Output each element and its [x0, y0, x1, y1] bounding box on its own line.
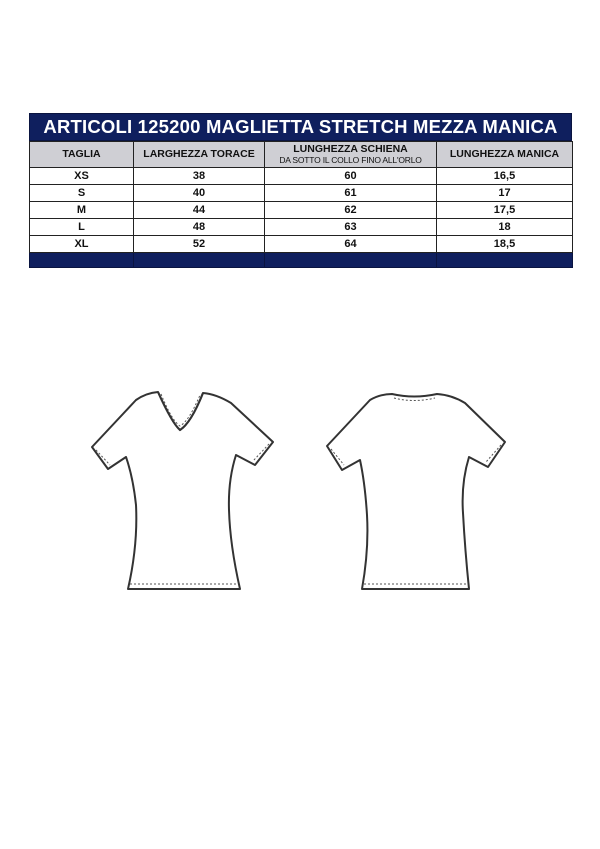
cell-size: XL [30, 236, 134, 253]
cell-back: 61 [265, 185, 437, 202]
cell-sleeve: 18 [437, 219, 573, 236]
tshirt-back-icon [322, 385, 512, 595]
table-row [30, 236, 573, 253]
table-row [30, 185, 573, 202]
cell-size: S [30, 185, 134, 202]
header-size: TAGLIA [30, 142, 134, 168]
cell-size: XS [30, 168, 134, 185]
table-row [30, 202, 573, 219]
cell-chest: 44 [134, 202, 265, 219]
cell-size: L [30, 219, 134, 236]
cell-sleeve: 17,5 [437, 202, 573, 219]
header-back-note: DA SOTTO IL COLLO FINO ALL'ORLO [279, 154, 422, 165]
table-header-row [30, 142, 573, 168]
size-chart [29, 113, 572, 268]
chart-title: ARTICOLI 125200 MAGLIETTA STRETCH MEZZA MANICA [29, 113, 572, 141]
tshirt-front-icon [88, 385, 278, 595]
cell-chest: 52 [134, 236, 265, 253]
table-footer-bar [30, 253, 573, 268]
cell-chest: 38 [134, 168, 265, 185]
cell-sleeve: 17 [437, 185, 573, 202]
cell-back: 64 [265, 236, 437, 253]
cell-chest: 40 [134, 185, 265, 202]
header-back-label: LUNGHEZZA SCHIENA [293, 142, 408, 155]
table-row [30, 219, 573, 236]
header-back [265, 142, 437, 168]
cell-back: 60 [265, 168, 437, 185]
cell-chest: 48 [134, 219, 265, 236]
cell-sleeve: 18,5 [437, 236, 573, 253]
cell-back: 62 [265, 202, 437, 219]
table-row [30, 168, 573, 185]
header-sleeve: LUNGHEZZA MANICA [437, 142, 573, 168]
header-chest: LARGHEZZA TORACE [134, 142, 265, 168]
cell-sleeve: 16,5 [437, 168, 573, 185]
size-table [29, 141, 573, 268]
cell-back: 63 [265, 219, 437, 236]
cell-size: M [30, 202, 134, 219]
